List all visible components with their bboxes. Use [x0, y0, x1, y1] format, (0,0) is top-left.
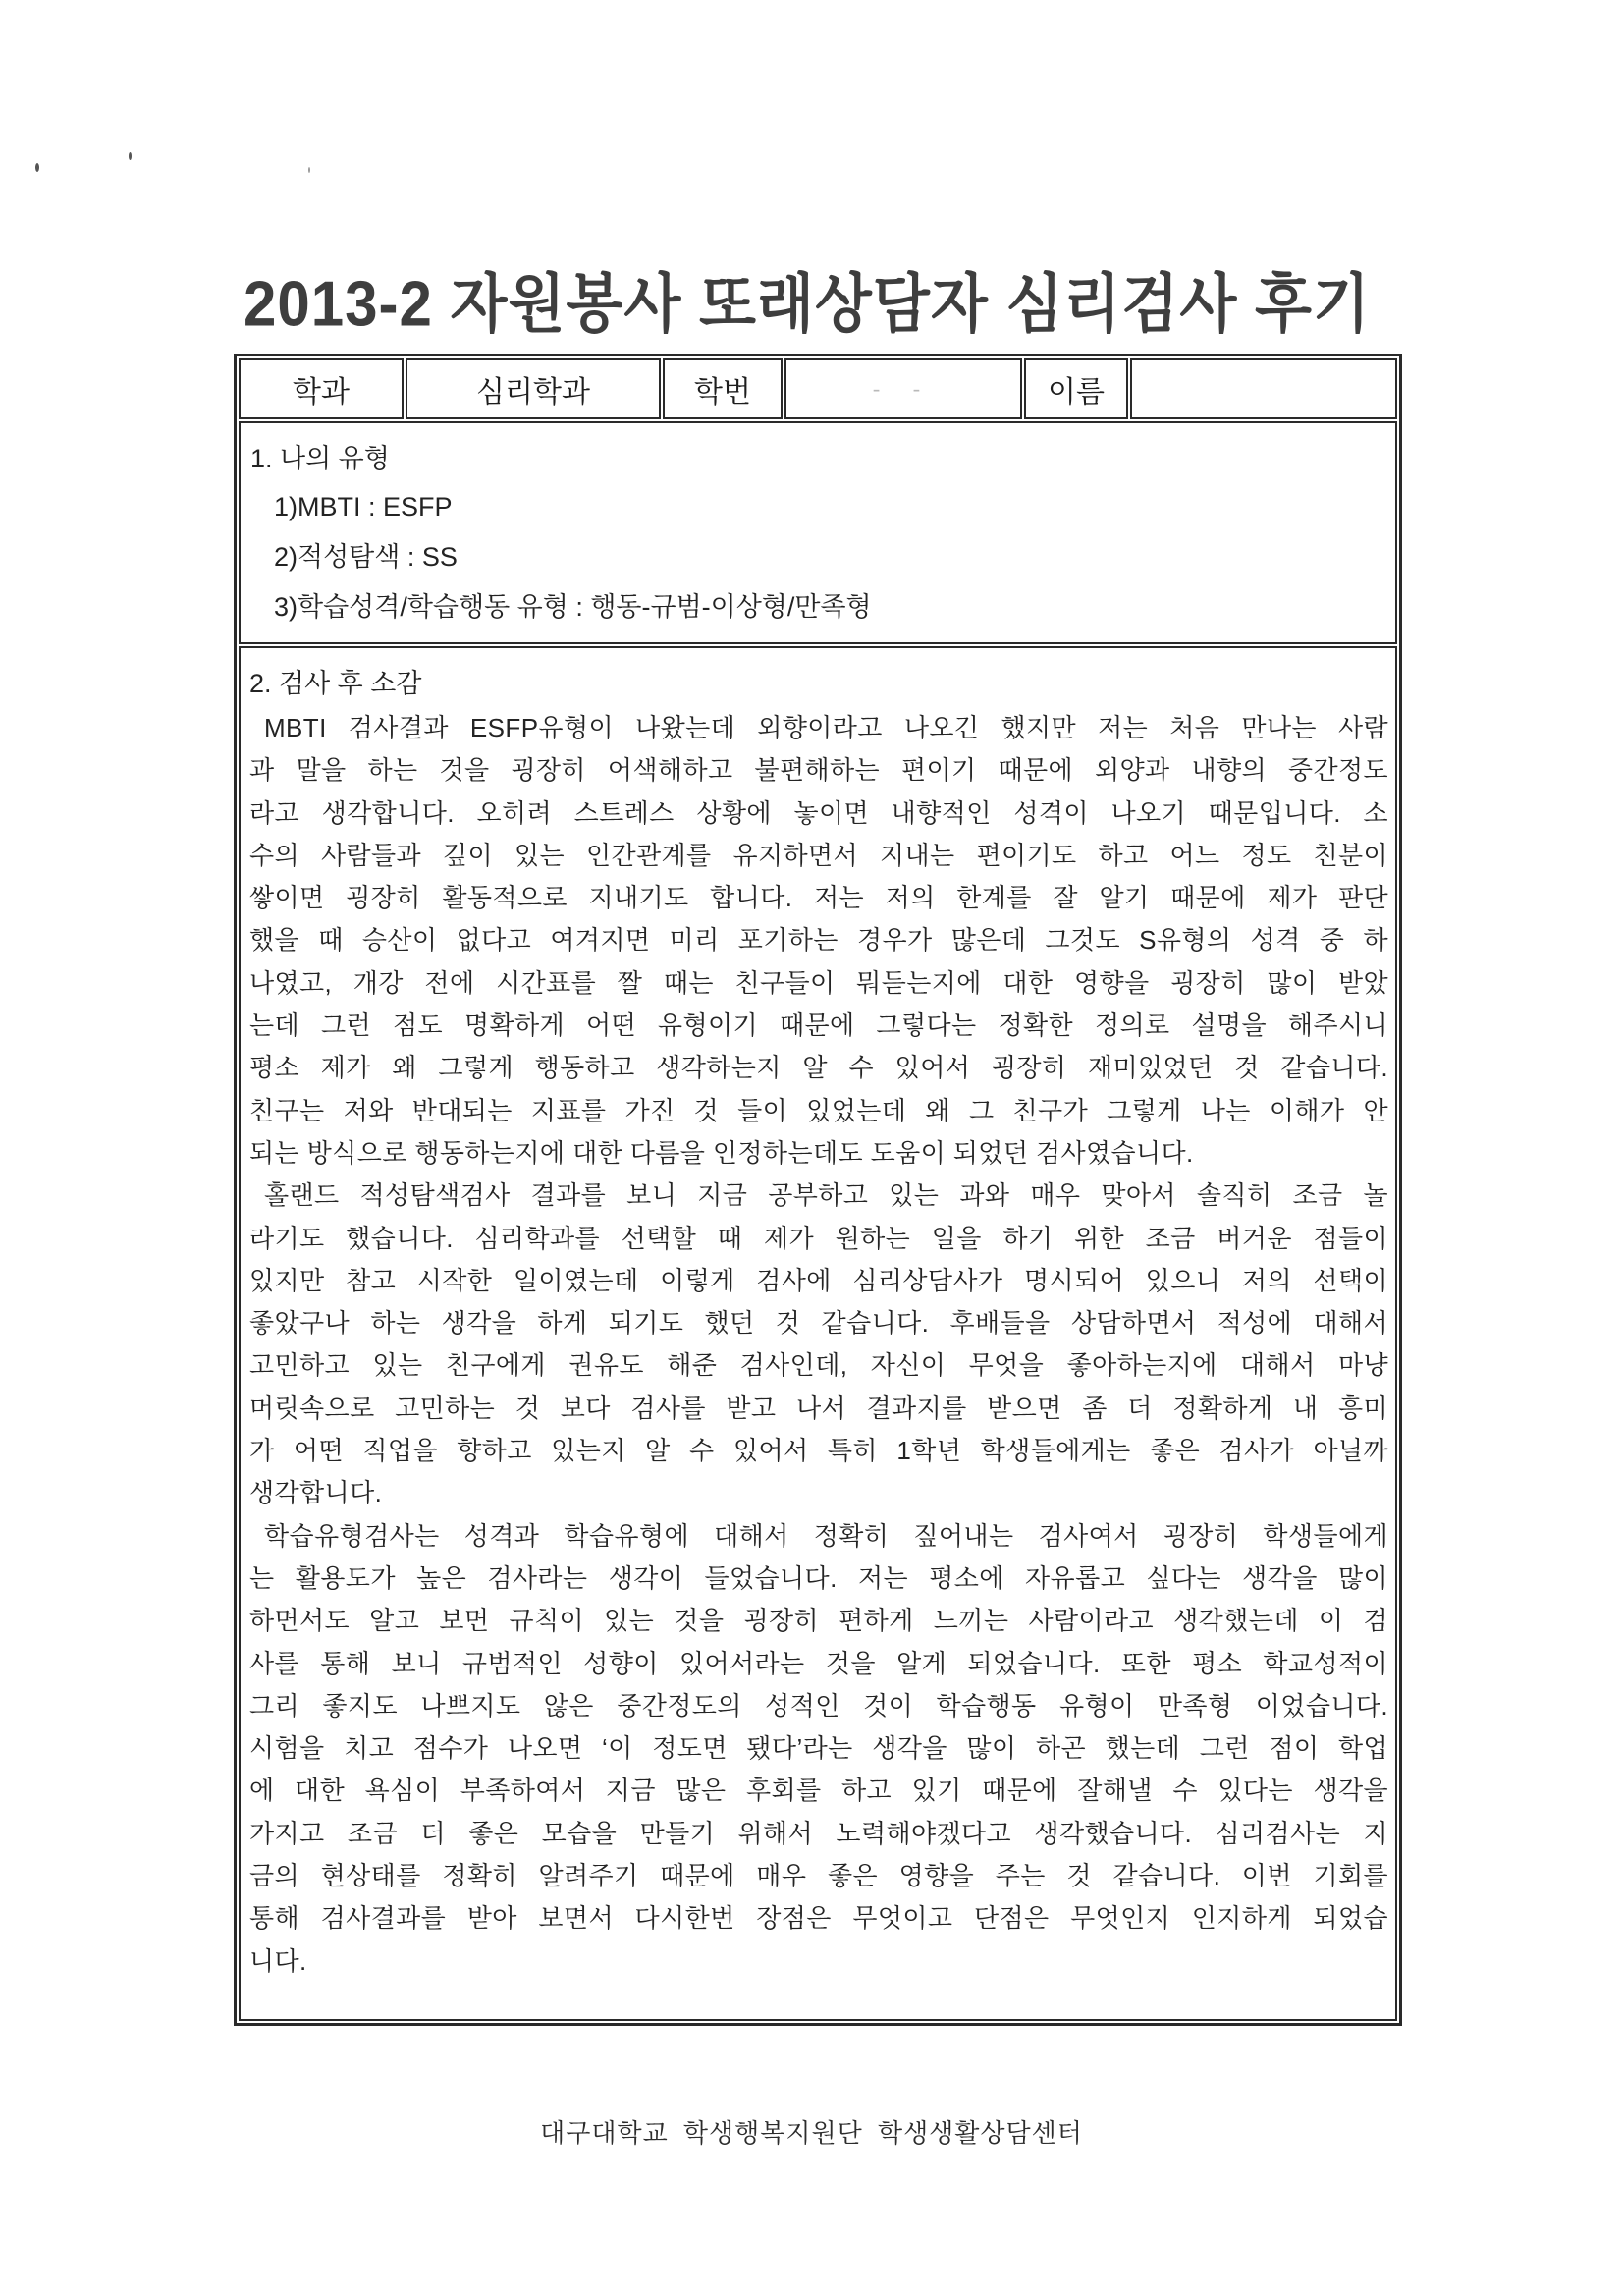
body-line: MBTI 검사결과 ESFP유형이 나왔는데 외향이라고 나오긴 했지만 저는 처음 만나는 사람 — [264, 713, 1388, 742]
dept-label-cell: 학과 — [239, 358, 404, 419]
name-label-cell: 이름 — [1024, 358, 1128, 419]
body-line: 통해 검사결과를 받아 보면서 다시한번 장점은 무엇이고 단점은 무엇인지 인지하게 되었습 — [249, 1903, 1388, 1934]
my-type-section — [239, 421, 1397, 644]
my-type-heading: 1. 나의 유형 — [250, 444, 390, 473]
info-header-row — [239, 358, 1397, 419]
page-title: 2013-2 자원봉사 또래상담자 심리검사 후기 — [243, 268, 1371, 340]
body-line: 가 어떤 직업을 향하고 있는지 알 수 있어서 특히 1학년 학생들에게는 좋은 검사가 아닐까 — [249, 1436, 1388, 1466]
my-type-item-mbti: 1)MBTI : ESFP — [274, 492, 453, 521]
review-heading: 2. 검사 후 소감 — [249, 669, 422, 698]
body-line: 쌓이면 굉장히 활동적으로 지내기도 합니다. 저는 저의 한계를 잘 알기 때문에 제가 판단 — [249, 883, 1388, 913]
body-line: 생각합니다. — [249, 1478, 383, 1508]
body-line: 금의 현상태를 정확히 알려주기 때문에 매우 좋은 영향을 주는 것 같습니다. 이번 기회를 — [249, 1861, 1388, 1891]
body-line: 그리 좋지도 나쁘지도 않은 중간정도의 성적인 것이 학습행동 유형이 만족형 이었습니다. — [249, 1690, 1388, 1721]
body-line: 되는 방식으로 행동하는지에 대한 다름을 인정하는데도 도움이 되었던 검사였습니다. — [249, 1137, 1194, 1168]
body-line: 머릿속으로 고민하는 것 보다 검사를 받고 나서 결과지를 받으면 좀 더 정확하게 내 흥미 — [249, 1393, 1388, 1423]
body-line: 좋았구나 하는 생각을 하게 되기도 했던 것 같습니다. 후배들을 상담하면서 적성에 대해서 — [249, 1308, 1388, 1339]
body-line: 했을 때 승산이 없다고 여겨지면 미리 포기하는 경우가 많은데 그것도 S유형의 성격 중 하 — [249, 925, 1388, 956]
body-line: 홀랜드 적성탐색검사 결과를 보니 지금 공부하고 있는 과와 매우 맞아서 솔직히 조금 놀 — [264, 1180, 1388, 1211]
student-id-label-cell: 학번 — [663, 358, 783, 419]
body-line: 는 활용도가 높은 검사라는 생각이 들었습니다. 저는 평소에 자유롭고 싶다는 생각을 많이 — [249, 1562, 1388, 1593]
my-type-item-learning: 3)학습성격/학습행동 유형 : 행동-규범-이상형/만족형 — [274, 592, 872, 622]
body-line: 라기도 했습니다. 심리학과를 선택할 때 제가 원하는 일을 하기 위한 조금 버거운 점들이 — [249, 1223, 1388, 1253]
scan-artifact — [35, 163, 39, 172]
body-line: 수의 사람들과 깊이 있는 인간관계를 유지하면서 지내는 편이기도 하고 어느 정도 친분이 — [249, 840, 1388, 870]
my-type-item-aptitude: 2)적성탐색 : SS — [274, 542, 458, 572]
body-line: 있지만 참고 시작한 일이였는데 이렇게 검사에 심리상담사가 명시되어 있으니 저의 선택이 — [249, 1265, 1388, 1295]
body-line: 가지고 조금 더 좋은 모습을 만들기 위해서 노력해야겠다고 생각했습니다. 심리검사는 지 — [249, 1818, 1388, 1848]
body-line: 평소 제가 왜 그렇게 행동하고 생각하는지 알 수 있어서 굉장히 재미있었던 것 같습니다. — [249, 1053, 1388, 1083]
scan-artifact — [129, 152, 132, 160]
body-line: 하면서도 알고 보면 규칙이 있는 것을 굉장히 편하게 느끼는 사람이라고 생각했는데 이 검 — [249, 1606, 1388, 1636]
review-section — [239, 646, 1397, 2021]
body-line: 에 대한 욕심이 부족하여서 지금 많은 후회를 하고 있기 때문에 잘해낼 수 있다는 생각을 — [249, 1776, 1388, 1806]
body-line: 라고 생각합니다. 오히려 스트레스 상황에 놓이면 내향적인 성격이 나오기 때문입니다. 소 — [249, 797, 1388, 828]
body-line: 과 말을 하는 것을 굉장히 어색해하고 불편해하는 편이기 때문에 외양과 내향의 중간정도 — [249, 755, 1388, 786]
body-line: 사를 통해 보니 규범적인 성향이 있어서라는 것을 알게 되었습니다. 또한 평소 학교성적이 — [249, 1648, 1388, 1678]
dept-value-cell: 심리학과 — [406, 358, 661, 419]
student-info-table — [234, 354, 1402, 2026]
body-line: 나였고, 개강 전에 시간표를 짤 때는 친구들이 뭐듣는지에 대한 영향을 굉장히 많이 받았 — [249, 967, 1388, 998]
scan-artifact — [308, 167, 310, 173]
body-line: 고민하고 있는 친구에게 권유도 해준 검사인데, 자신이 무엇을 좋아하는지에 대해서 마냥 — [249, 1350, 1388, 1381]
body-line: 니다. — [249, 1945, 307, 1976]
page-footer: 대구대학교 학생행복지원단 학생생활상담센터 — [540, 2118, 1083, 2148]
my-type-section-row — [239, 421, 1397, 644]
body-line: 학습유형검사는 성격과 학습유형에 대해서 정확히 짚어내는 검사여서 굉장히 학생들에게 — [264, 1520, 1388, 1551]
body-line: 시험을 치고 점수가 나오면 ‘이 정도면 됐다’라는 생각을 많이 하곤 했는데 그런 점이 학업 — [249, 1733, 1388, 1764]
review-section-row — [239, 646, 1397, 2021]
body-line: 친구는 저와 반대되는 지표를 가진 것 들이 있었는데 왜 그 친구가 그렇게 나는 이해가 안 — [249, 1095, 1388, 1125]
name-value-cell — [1130, 358, 1397, 419]
student-id-value-cell: - - — [784, 358, 1022, 419]
body-line: 는데 그런 점도 명확하게 어떤 유형이기 때문에 그렇다는 정확한 정의로 설명을 해주시니 — [249, 1011, 1388, 1041]
